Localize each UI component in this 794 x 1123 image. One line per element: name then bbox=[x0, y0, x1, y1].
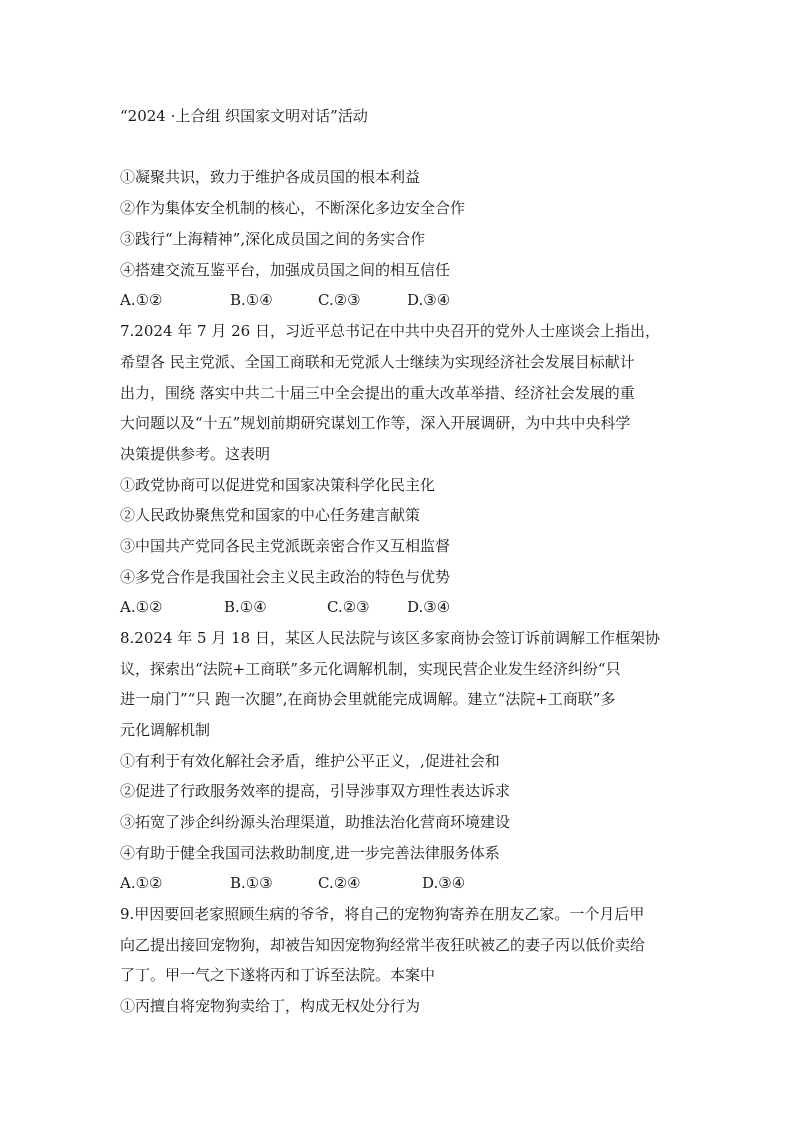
q7-stem-line-4: 大问题以及“十五”规划前期研究谋划工作等，深入开展调研，为中共中央科学 bbox=[120, 414, 631, 432]
q6-statement-3: ③践行“上海精神”,深化成员国之间的务实合作 bbox=[120, 230, 426, 248]
q8-stem-line-3: 进一扇门”“只 跑一次腿”,在商协会里就能完成调解。建立“法院+工商联”多 bbox=[120, 690, 616, 708]
option-c: C.②③ bbox=[318, 291, 361, 309]
q9-statement-1: ①丙擅自将宠物狗卖给丁，构成无权处分行为 bbox=[120, 997, 421, 1015]
q6-statement-1: ①凝聚共识，致力于维护各成员国的根本利益 bbox=[120, 168, 421, 186]
q7-statement-3: ③中国共产党同各民主党派既亲密合作又互相监督 bbox=[120, 537, 451, 555]
q9-stem-line-1: 9.甲因要回老家照顾生病的爷爷，将自己的宠物狗寄养在朋友乙家。一个月后甲 bbox=[120, 905, 645, 923]
section-heading: “2024 ·上合组 织国家文明对话”活动 bbox=[120, 107, 368, 125]
q7-statement-2: ②人民政协聚焦党和国家的中心任务建言献策 bbox=[120, 506, 421, 524]
q6-statement-4: ④搭建交流互鉴平台，加强成员国之间的相互信任 bbox=[120, 261, 451, 279]
option-a: A.①② bbox=[120, 291, 163, 309]
option-d: D.③④ bbox=[422, 874, 466, 892]
option-b: B.①④ bbox=[230, 291, 273, 309]
q9-stem-line-2: 向乙提出接回宠物狗，却被告知因宠物狗经常半夜狂吠被乙的妻子丙以低价卖给 bbox=[120, 936, 646, 954]
option-b: B.①③ bbox=[230, 874, 273, 892]
q7-stem-line-1: 7.2024 年 7 月 26 日，习近平总书记在中共中央召开的党外人士座谈会上指出， bbox=[120, 322, 660, 340]
q7-stem-line-3: 出力，围绕 落实中共二十届三中全会提出的重大改革举措、经济社会发展的重 bbox=[120, 384, 635, 402]
option-d: D.③④ bbox=[407, 598, 451, 616]
q9-stem-line-3: 了丁。甲一气之下遂将丙和丁诉至法院。本案中 bbox=[120, 966, 436, 984]
q8-stem-line-4: 元化调解机制 bbox=[120, 721, 211, 739]
q8-stem-line-1: 8.2024 年 5 月 18 日，某区人民法院与该区多家商协会签订诉前调解工作框架协 bbox=[120, 629, 660, 647]
q8-stem-line-2: 议，探索出“法院+工商联”多元化调解机制，实现民营企业发生经济纠纷“只 bbox=[120, 660, 621, 678]
option-c: C.②③ bbox=[327, 598, 370, 616]
option-c: C.②④ bbox=[318, 874, 361, 892]
q8-statement-3: ③拓宽了涉企纠纷源头治理渠道，助推法治化营商环境建设 bbox=[120, 813, 511, 831]
q7-stem-line-5: 决策提供参考。这表明 bbox=[120, 445, 271, 463]
option-d: D.③④ bbox=[407, 291, 451, 309]
q7-statement-1: ①政党协商可以促进党和国家决策科学化民主化 bbox=[120, 476, 436, 494]
q8-statement-1: ①有利于有效化解社会矛盾，维护公平正义，,促进社会和 bbox=[120, 752, 500, 770]
q8-statement-4: ④有助于健全我国司法救助制度,进一步完善法律服务体系 bbox=[120, 844, 500, 862]
q8-statement-2: ②促进了行政服务效率的提高，引导涉事双方理性表达诉求 bbox=[120, 782, 511, 800]
q7-statement-4: ④多党合作是我国社会主义民主政治的特色与优势 bbox=[120, 568, 451, 586]
q7-stem-line-2: 希望各 民主党派、全国工商联和无党派人士继续为实现经济社会发展目标献计 bbox=[120, 353, 635, 371]
option-b: B.①④ bbox=[224, 598, 267, 616]
q6-statement-2: ②作为集体安全机制的核心，不断深化多边安全合作 bbox=[120, 199, 466, 217]
option-a: A.①② bbox=[120, 874, 163, 892]
option-a: A.①② bbox=[120, 598, 163, 616]
